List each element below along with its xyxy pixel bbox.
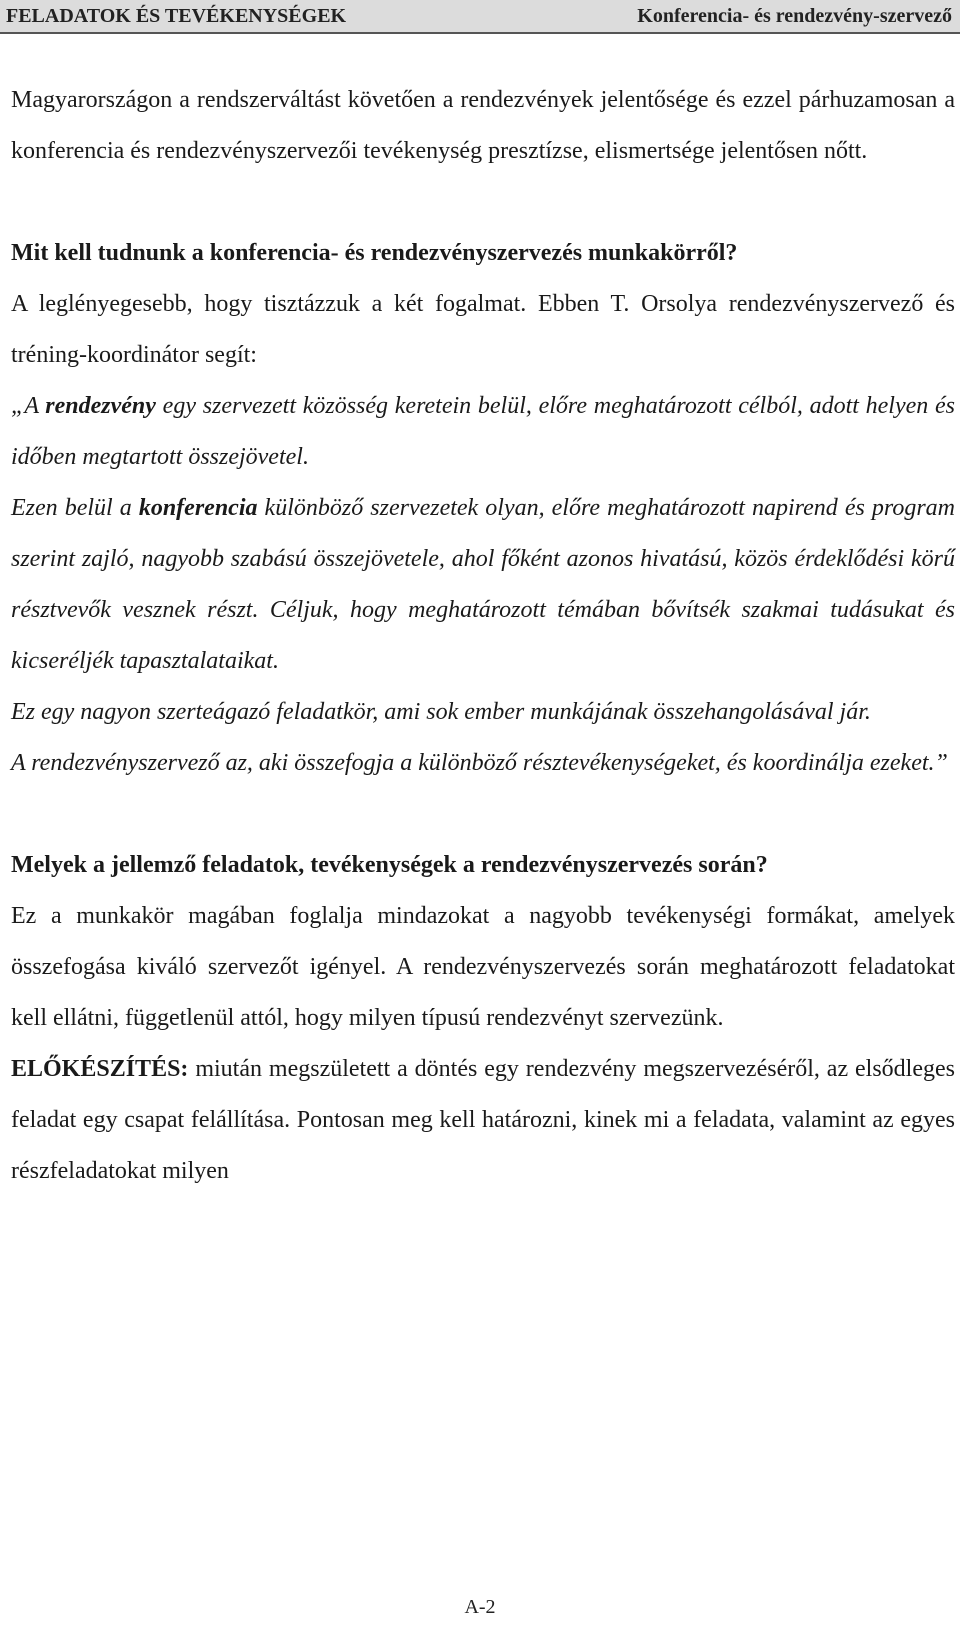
page-header [0, 0, 960, 34]
tasks-paragraph: Ez a munkakör magában foglalja mindazokat a nagyobb tevékenységi formákat, amelyek összefogása kiváló szervezőt igényel. A rendezvényszervezés során meghatározott feladatokat kell ellátni, függetlenül attól, hogy milyen típusú rendezvényt szervezünk. [11, 903, 955, 1031]
quote-rendezveny-rest: egy szervezett közösség keretein belül, előre meghatározott célból, adott helyen és időben megtartott összejövetel. [11, 393, 955, 470]
definition-intro-paragraph: A leglényegesebb, hogy tisztázzuk a két fogalmat. Ebben T. Orsolya rendezvényszervező és tréning-koordinátor segít: [11, 291, 955, 368]
quote-rendezveny [11, 381, 955, 483]
quote-rendezvenyszervezo: A rendezvényszervező az, aki összefogja a különböző résztevékenységeket, és koordinálja ezeket.” [11, 750, 948, 776]
term-konferencia: konferencia [138, 495, 258, 521]
preparation-paragraph [11, 1044, 955, 1197]
document-body [11, 75, 955, 1197]
page-number: A-2 [464, 1596, 496, 1618]
section-heading-1: Mit kell tudnunk a konferencia- és rendezvényszervezés munkakörről? [11, 240, 738, 266]
quote-konferencia-start: Ezen belül a [11, 495, 139, 521]
header-right-title: Konferencia- és rendezvény-szervező [637, 4, 952, 27]
quote-konferencia-rest: különböző szervezetek olyan, előre meghatározott napirend és program szerint zajló, nagyobb szabású összejövetele, ahol főként azonos hivatású, közös érdeklődési körű résztvevők vesznek részt. Céljuk, hogy meghatározott témában bővítsék szakmai tudásukat és kicseréljék tapasztalataikat. [11, 495, 955, 674]
header-left-title: FELADATOK ÉS TEVÉKENYSÉGEK [6, 4, 347, 27]
quote-konferencia [11, 483, 955, 687]
section-heading-2: Melyek a jellemző feladatok, tevékenységek a rendezvényszervezés során? [11, 852, 768, 878]
preparation-label: ELŐKÉSZÍTÉS: [11, 1056, 189, 1082]
term-rendezveny: rendezvény [45, 393, 156, 419]
intro-paragraph: Magyarországon a rendszerváltást követően a rendezvények jelentősége és ezzel párhuzamosan a konferencia és rendezvényszervezői tevékenység presztízse, elismertsége jelentősen nőtt. [11, 87, 955, 164]
quote-feladatkor: Ez egy nagyon szerteágazó feladatkör, ami sok ember munkájának összehangolásával jár. [11, 699, 871, 725]
quote-rendezveny-start: „A [11, 393, 46, 419]
preparation-text: miután megszületett a döntés egy rendezvény megszervezéséről, az elsődleges feladat egy csapat felállítása. Pontosan meg kell határozni, kinek mi a feladata, valamint az egyes részfeladatokat milyen [11, 1056, 955, 1184]
